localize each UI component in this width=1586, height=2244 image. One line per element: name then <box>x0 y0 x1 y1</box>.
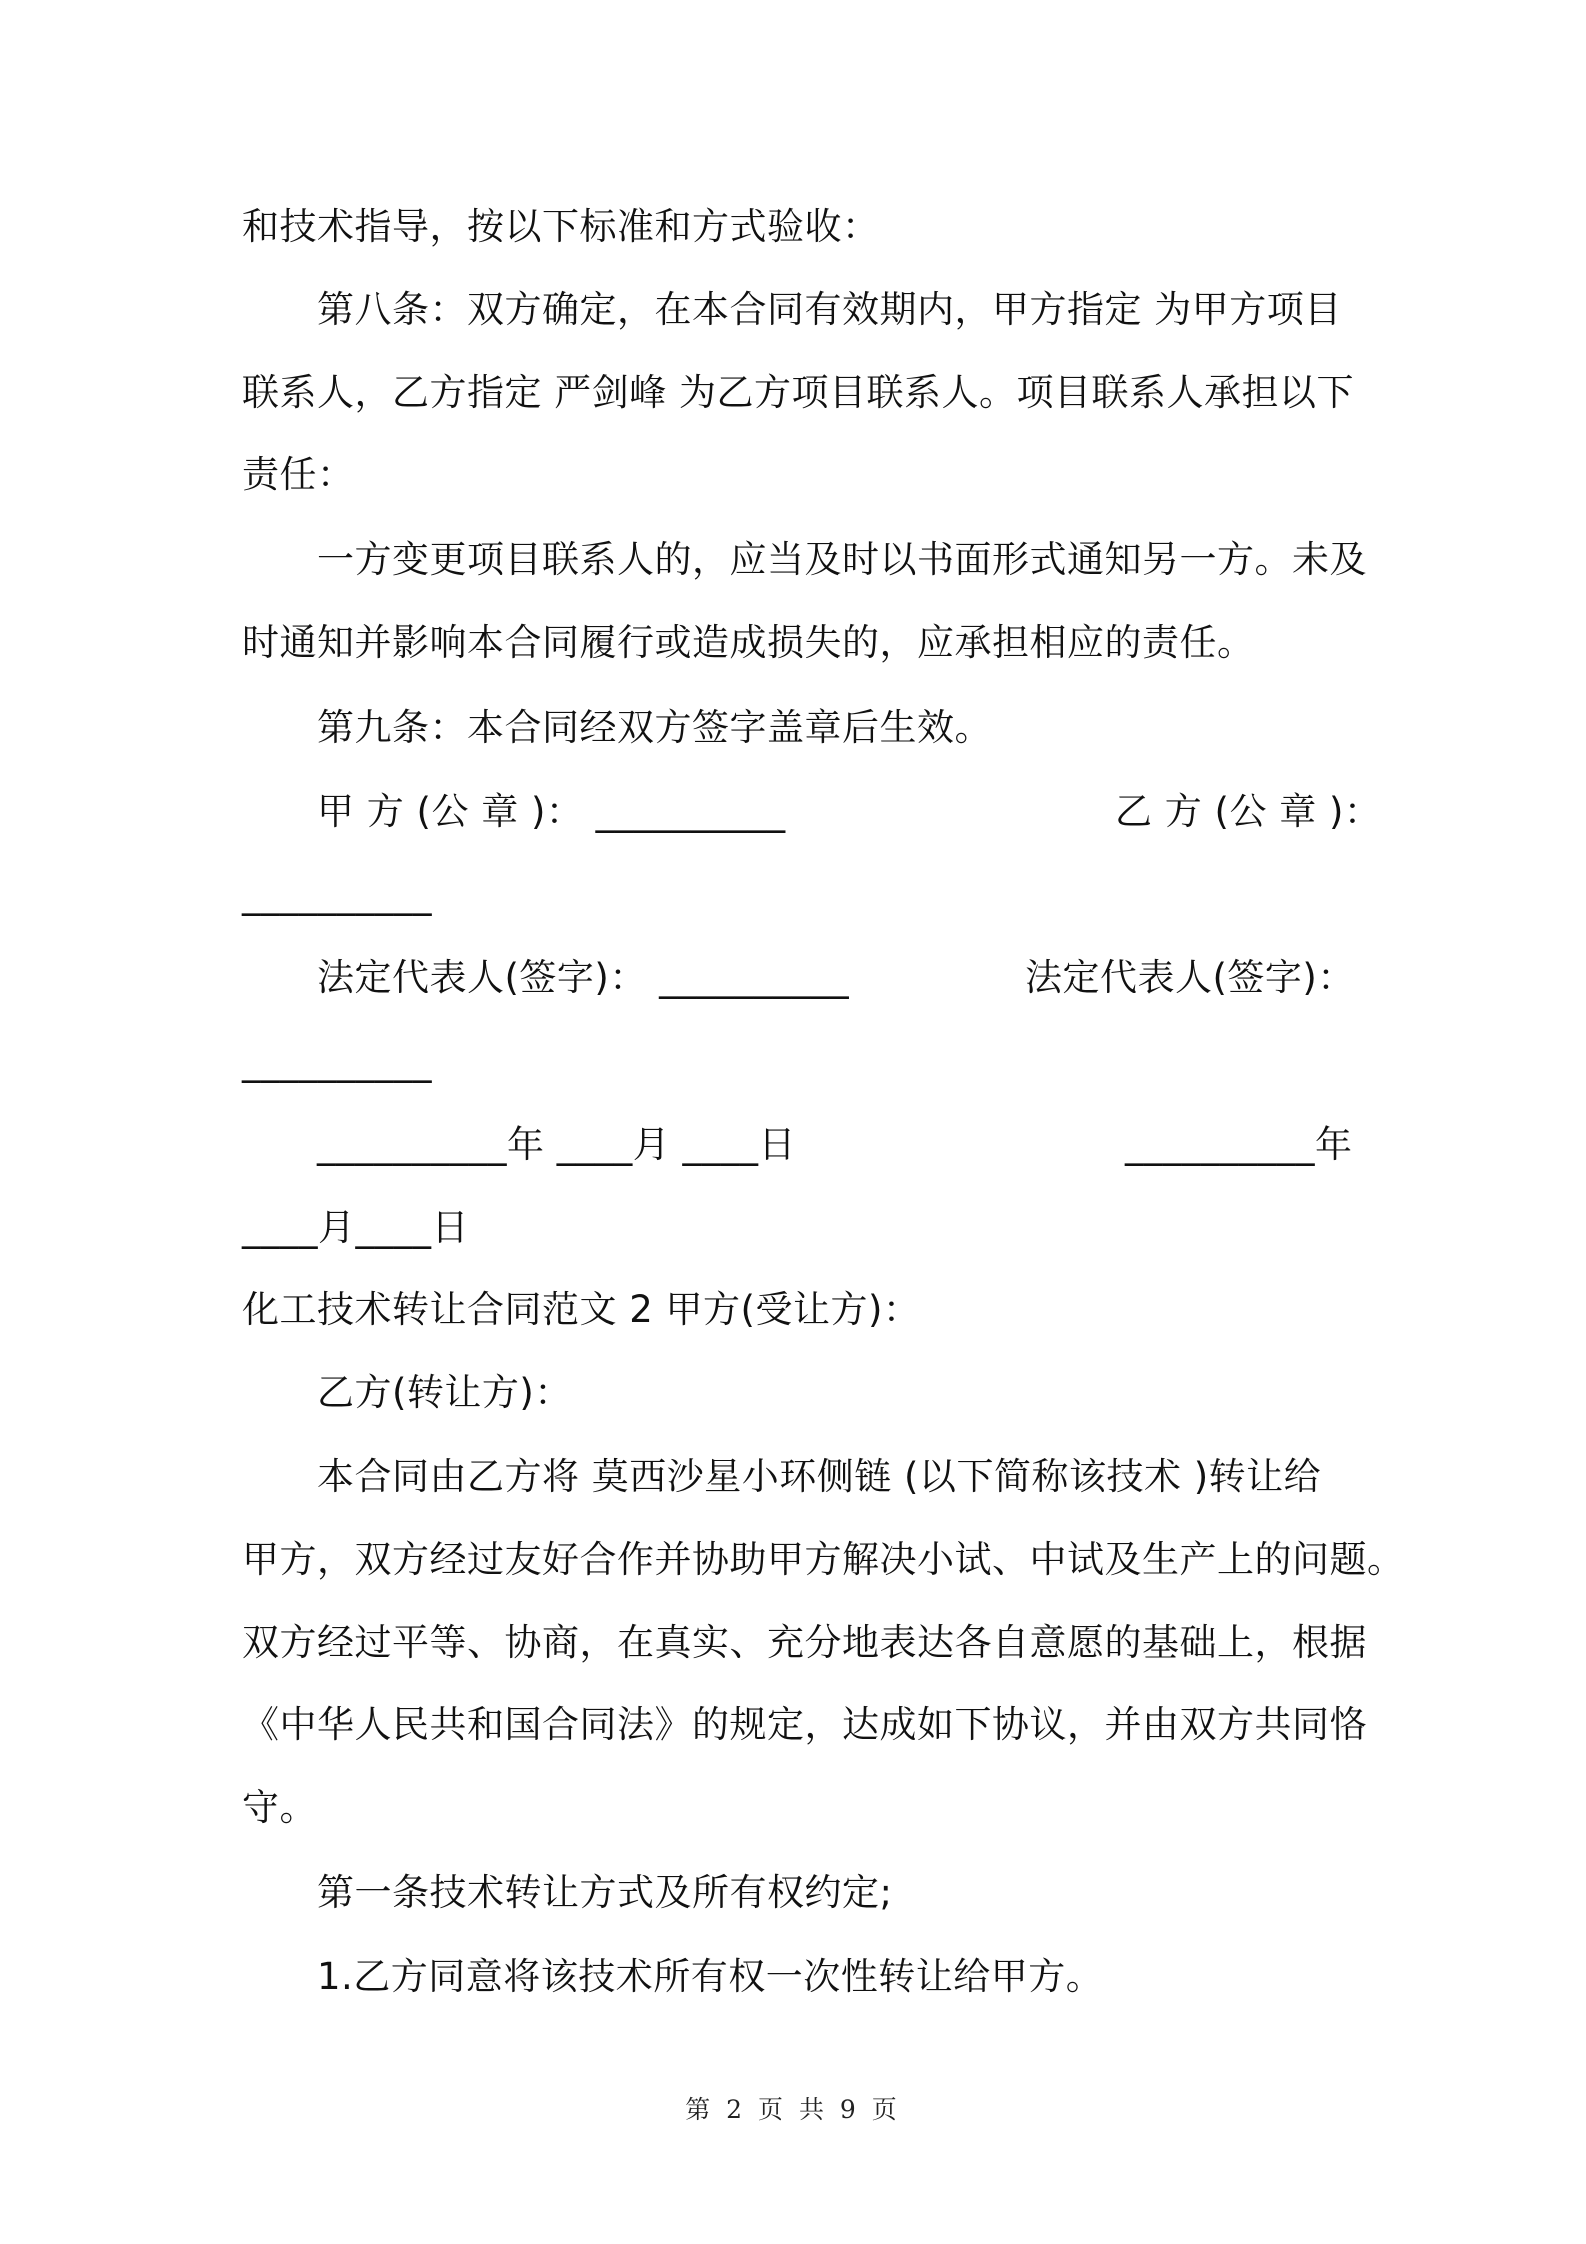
text-line: 联系人，乙方指定 严剑峰 为乙方项目联系人。项目联系人承担以下 <box>242 371 1355 414</box>
representative-party-b: 法定代表人(签字)： <box>1025 956 1355 999</box>
date-party-a: __________年 ____月 ____日 <box>317 1123 797 1166</box>
text-line: 守。 <box>242 1786 317 1829</box>
date-party-b: __________年 <box>1125 1123 1353 1166</box>
text-line: 责任： <box>242 453 355 496</box>
blank-line: __________ <box>242 873 432 916</box>
signature-seal-party-b: 乙 方 (公 章 )： <box>1115 790 1382 833</box>
section-title: 化工技术转让合同范文 2 甲方(受让方)： <box>242 1288 921 1331</box>
text-line: 一方变更项目联系人的，应当及时以书面形式通知另一方。未及 <box>317 538 1367 581</box>
text-line: 第一条技术转让方式及所有权约定; <box>317 1871 893 1914</box>
text-line: 第九条：本合同经双方签字盖章后生效。 <box>317 706 992 749</box>
text-line: 1.乙方同意将该技术所有权一次性转让给甲方。 <box>317 1955 1104 1998</box>
text-line: 《中华人民共和国合同法》的规定，达成如下协议，并由双方共同恪 <box>242 1703 1367 1746</box>
text-line: 双方经过平等、协商，在真实、充分地表达各自意愿的基础上，根据 <box>242 1621 1367 1664</box>
date-continuation: ____月____日 <box>242 1206 469 1249</box>
text-line: 和技术指导，按以下标准和方式验收： <box>242 205 880 248</box>
representative-party-a: 法定代表人(签字)： __________ <box>317 956 850 999</box>
blank-line: __________ <box>242 1040 432 1083</box>
text-line: 第八条：双方确定，在本合同有效期内，甲方指定 为甲方项目 <box>317 288 1342 331</box>
text-line: 本合同由乙方将 莫西沙星小环侧链 (以下简称该技术 )转让给 <box>317 1455 1322 1498</box>
page-number-footer: 第 2 页 共 9 页 <box>685 2095 901 2124</box>
text-line: 甲方，双方经过友好合作并协助甲方解决小试、中试及生产上的问题。 <box>242 1538 1405 1581</box>
text-line: 时通知并影响本合同履行或造成损失的，应承担相应的责任。 <box>242 621 1255 664</box>
signature-seal-party-a: 甲 方 (公 章 )： __________ <box>317 790 786 833</box>
text-line: 乙方(转让方)： <box>317 1371 572 1414</box>
